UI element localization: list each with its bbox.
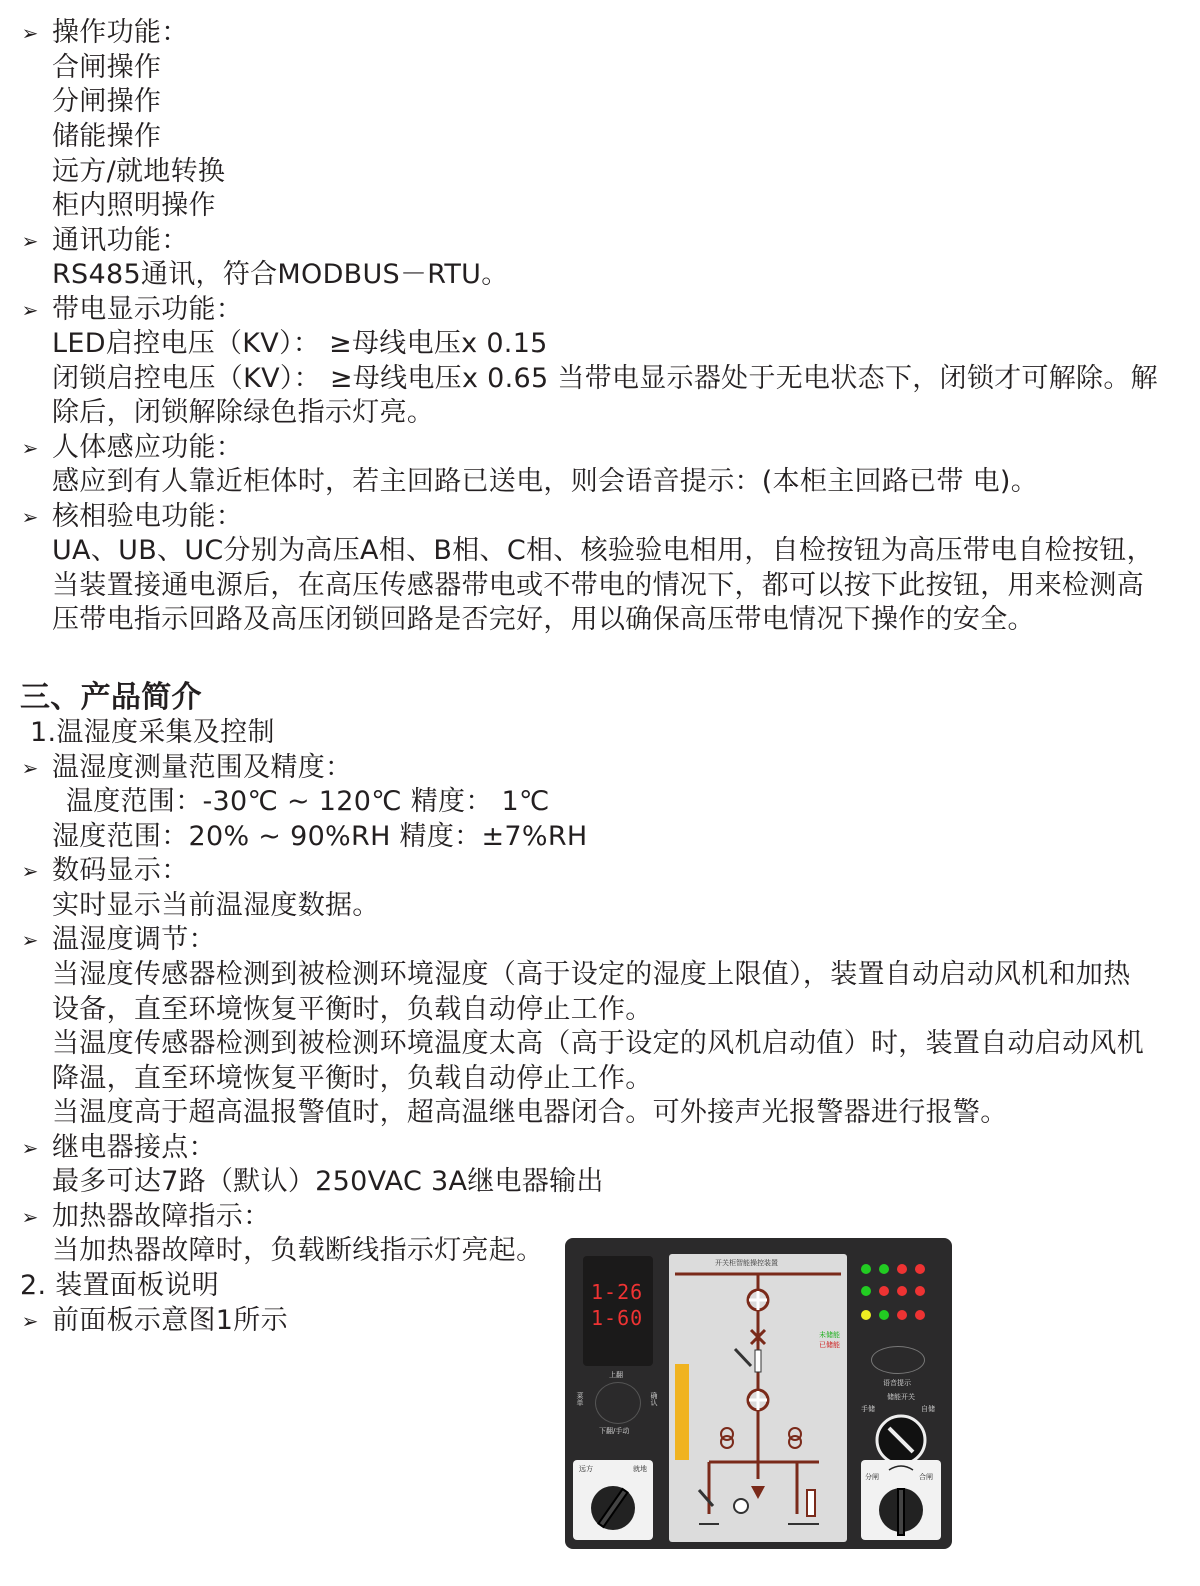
bullet-heading: 通讯功能： — [52, 225, 189, 256]
knob-icon — [573, 1460, 653, 1540]
led-7 — [897, 1286, 907, 1296]
nav-center-ring — [595, 1382, 641, 1424]
led-5 — [861, 1286, 871, 1296]
led-2 — [879, 1264, 889, 1274]
bullet-icon: ➢ — [21, 756, 39, 780]
bullet-icon: ➢ — [21, 928, 39, 952]
circuit-diagram — [669, 1254, 847, 1542]
bullet-icon: ➢ — [21, 505, 39, 529]
text-line: 当加热器故障时，负载断线指示灯亮起。 — [52, 1235, 544, 1266]
bullet-icon: ➢ — [21, 859, 39, 883]
led-selftest[interactable] — [915, 1310, 925, 1320]
voice-label: 语音提示 — [883, 1379, 911, 1387]
nav-pad — [573, 1368, 661, 1440]
bullet-heading: 数码显示： — [52, 855, 189, 886]
humidity-display: 1-60 — [591, 1306, 644, 1330]
nav-right-button[interactable]: 确认 — [650, 1392, 658, 1406]
mimic-diagram — [669, 1254, 847, 1542]
bullet-heading: 温湿度测量范围及精度： — [52, 752, 353, 783]
led-ub — [879, 1310, 889, 1320]
bullet-heading: 温湿度调节： — [52, 924, 216, 955]
led-uc — [897, 1310, 907, 1320]
text-line: 感应到有人靠近柜体时，若主回路已送电，则会语音提示：(本柜主回路已带 电)。 — [52, 466, 1039, 497]
nav-up-button[interactable]: 上翻 — [609, 1371, 623, 1379]
remote-label: 远方 — [579, 1465, 593, 1473]
open-label: 分闸 — [865, 1473, 879, 1481]
text-line: 湿度范围：20% ~ 90%RH 精度：±7%RH — [52, 821, 588, 852]
led-4 — [915, 1264, 925, 1274]
text-line: 实时显示当前温湿度数据。 — [52, 890, 380, 921]
speaker-grill — [871, 1346, 925, 1374]
bullet-icon: ➢ — [21, 1136, 39, 1160]
panel-title: 开关柜智能操控装置 — [715, 1259, 778, 1267]
text-line: 最多可达7路（默认）250VAC 3A继电器输出 — [52, 1166, 604, 1197]
text-line: 降温，直至环境恢复平衡时，负载自动停止工作。 — [52, 1063, 653, 1094]
temperature-display: 1-26 — [591, 1280, 644, 1304]
not-stored-label: 已储能 — [819, 1341, 840, 1349]
text-line: 除后，闭锁解除绿色指示灯亮。 — [52, 397, 435, 428]
text-line: UA、UB、UC分别为高压A相、B相、C相、核验验电相用，自检按钮为高压带电自检按钮， — [52, 535, 1154, 566]
open-close-switch[interactable] — [861, 1460, 941, 1540]
bullet-heading: 继电器接点： — [52, 1132, 216, 1163]
bullet-heading: 加热器故障指示： — [52, 1201, 271, 1232]
text-line: 远方/就地转换 — [52, 156, 226, 187]
nav-down-button[interactable]: 下翻/手动 — [599, 1427, 630, 1435]
storage-switch-label: 储能开关 — [887, 1393, 915, 1401]
led-3 — [897, 1264, 907, 1274]
text-line: 压带电指示回路及高压闭锁回路是否完好，用以确保高压带电情况下操作的安全。 — [52, 604, 1035, 635]
text-line: 分闸操作 — [52, 86, 162, 117]
bullet-icon: ➢ — [21, 21, 39, 45]
led-6 — [879, 1286, 889, 1296]
text-line: 1.温湿度采集及控制 — [30, 717, 275, 748]
bullet-icon: ➢ — [21, 436, 39, 460]
display-area — [583, 1256, 653, 1366]
text-line: 当温度传感器检测到被检测环境温度太高（高于设定的风机启动值）时，装置自动启动风机 — [52, 1028, 1144, 1059]
text-line: 当温度高于超高温报警值时，超高温继电器闭合。可外接声光报警器进行报警。 — [52, 1097, 1008, 1128]
bullet-icon: ➢ — [21, 298, 39, 322]
bullet-icon: ➢ — [21, 1205, 39, 1229]
text-line: 闭锁启控电压（KV）： ≥母线电压x 0.65 当带电显示器处于无电状态下，闭锁才可解除。解 — [52, 363, 1158, 394]
text-line: 2. 装置面板说明 — [20, 1270, 220, 1301]
text-line: 柜内照明操作 — [52, 190, 216, 221]
led-8 — [915, 1286, 925, 1296]
front-panel-image — [565, 1238, 952, 1549]
bullet-icon: ➢ — [21, 1309, 39, 1333]
text-line: 设备，直至环境恢复平衡时，负载自动停止工作。 — [52, 994, 653, 1025]
text-line: LED启控电压（KV）： ≥母线电压x 0.15 — [52, 328, 548, 359]
bullet-icon: ➢ — [21, 229, 39, 253]
auto-label: 自储 — [921, 1405, 935, 1413]
text-line: 温度范围：-30℃ ~ 120℃ 精度： 1℃ — [66, 786, 550, 817]
bullet-heading: 前面板示意图1所示 — [52, 1305, 288, 1336]
led-1 — [861, 1264, 871, 1274]
led-ua — [861, 1310, 871, 1320]
bullet-heading: 核相验电功能： — [52, 501, 244, 532]
text-line: 储能操作 — [52, 121, 162, 152]
knob-icon — [861, 1460, 941, 1540]
close-label: 合闸 — [919, 1473, 933, 1481]
text-line: RS485通讯，符合MODBUS－RTU。 — [52, 259, 509, 290]
stored-label: 未储能 — [819, 1331, 840, 1339]
bullet-heading: 带电显示功能： — [52, 294, 244, 325]
text-line: 当装置接通电源后，在高压传感器带电或不带电的情况下，都可以按下此按钮，用来检测高 — [52, 570, 1144, 601]
nav-left-button[interactable]: 菜单 — [576, 1392, 584, 1406]
text-line: 当湿度传感器检测到被检测环境湿度（高于设定的湿度上限值），装置自动启动风机和加热 — [52, 959, 1131, 990]
remote-local-switch[interactable] — [573, 1460, 653, 1540]
bullet-heading: 人体感应功能： — [52, 432, 244, 463]
section-title: 三、产品简介 — [20, 680, 202, 715]
text-line: 合闸操作 — [52, 52, 162, 83]
indicator-strip — [675, 1364, 689, 1460]
led-grid — [857, 1254, 937, 1334]
manual-label: 手储 — [861, 1405, 875, 1413]
bullet-heading: 操作功能： — [52, 17, 189, 48]
local-label: 就地 — [633, 1465, 647, 1473]
